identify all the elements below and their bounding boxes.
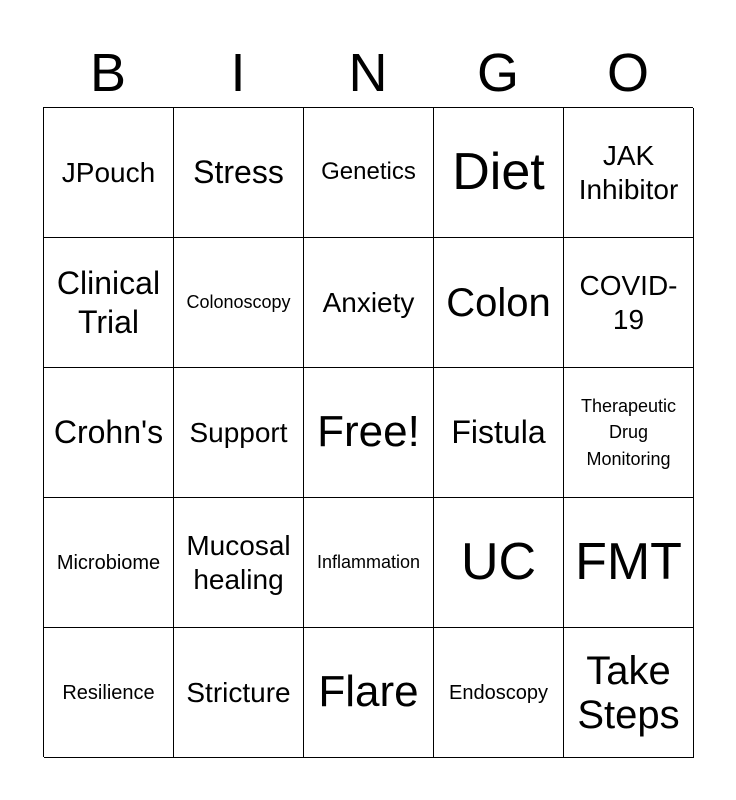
header-letter-g: G <box>476 43 519 103</box>
bingo-cell[interactable] <box>434 108 564 238</box>
cell-label: Stricture <box>186 676 291 708</box>
cell-label: JAK Inhibitor <box>578 139 679 205</box>
bingo-cell[interactable] <box>304 238 434 368</box>
cell-label: Inflammation <box>316 552 421 573</box>
cell-label: UC <box>460 532 537 591</box>
cell-label: Fistula <box>451 414 546 451</box>
cell-label: Genetics <box>321 158 416 186</box>
bingo-cell[interactable] <box>564 108 694 238</box>
cell-label: Mucosal healing <box>186 529 291 595</box>
bingo-cell[interactable] <box>174 108 304 238</box>
bingo-cell[interactable] <box>174 238 304 368</box>
cell-label: FMT <box>575 532 682 591</box>
bingo-cell[interactable] <box>174 628 304 758</box>
bingo-cell[interactable] <box>564 628 694 758</box>
cell-label: Colonoscopy <box>186 292 291 313</box>
bingo-cell[interactable] <box>304 628 434 758</box>
cell-label: Therapeutic Drug Monitoring <box>580 396 677 469</box>
bingo-cell[interactable] <box>564 368 694 498</box>
bingo-cell[interactable] <box>564 498 694 628</box>
cell-label: Resilience <box>62 681 155 704</box>
cell-label: JPouch <box>61 156 156 188</box>
cell-label: Crohn's <box>53 414 164 451</box>
bingo-cell[interactable] <box>304 498 434 628</box>
cell-label: Clinical Trial <box>56 265 161 340</box>
bingo-cell[interactable] <box>434 238 564 368</box>
bingo-cell[interactable] <box>44 368 174 498</box>
bingo-cell[interactable] <box>174 498 304 628</box>
bingo-cell[interactable] <box>44 498 174 628</box>
cell-label: Endoscopy <box>449 681 548 704</box>
cell-label: Stress <box>193 154 284 191</box>
header-letter-o: O <box>606 43 649 103</box>
cell-label: COVID-19 <box>579 269 678 335</box>
cell-label: Anxiety <box>322 286 415 318</box>
cell-label: Take Steps <box>577 648 680 737</box>
cell-label: Support <box>189 416 288 448</box>
free-space[interactable] <box>304 368 434 498</box>
header-letter-i: I <box>230 43 246 103</box>
bingo-cell[interactable] <box>434 368 564 498</box>
bingo-cell[interactable] <box>44 238 174 368</box>
bingo-cell[interactable] <box>44 628 174 758</box>
bingo-header <box>43 40 693 106</box>
header-letter-b: B <box>89 43 127 103</box>
bingo-cell[interactable] <box>434 498 564 628</box>
bingo-cell[interactable] <box>434 628 564 758</box>
bingo-board <box>43 107 693 757</box>
header-letter-n: N <box>348 43 388 103</box>
bingo-cell[interactable] <box>174 368 304 498</box>
cell-label: Flare <box>318 667 419 717</box>
bingo-cell[interactable] <box>304 108 434 238</box>
cell-label: Free! <box>317 407 420 457</box>
cell-label: Diet <box>452 142 545 201</box>
cell-label: Microbiome <box>56 551 161 574</box>
cell-label: Colon <box>446 280 551 325</box>
bingo-cell[interactable] <box>564 238 694 368</box>
bingo-cell[interactable] <box>44 108 174 238</box>
